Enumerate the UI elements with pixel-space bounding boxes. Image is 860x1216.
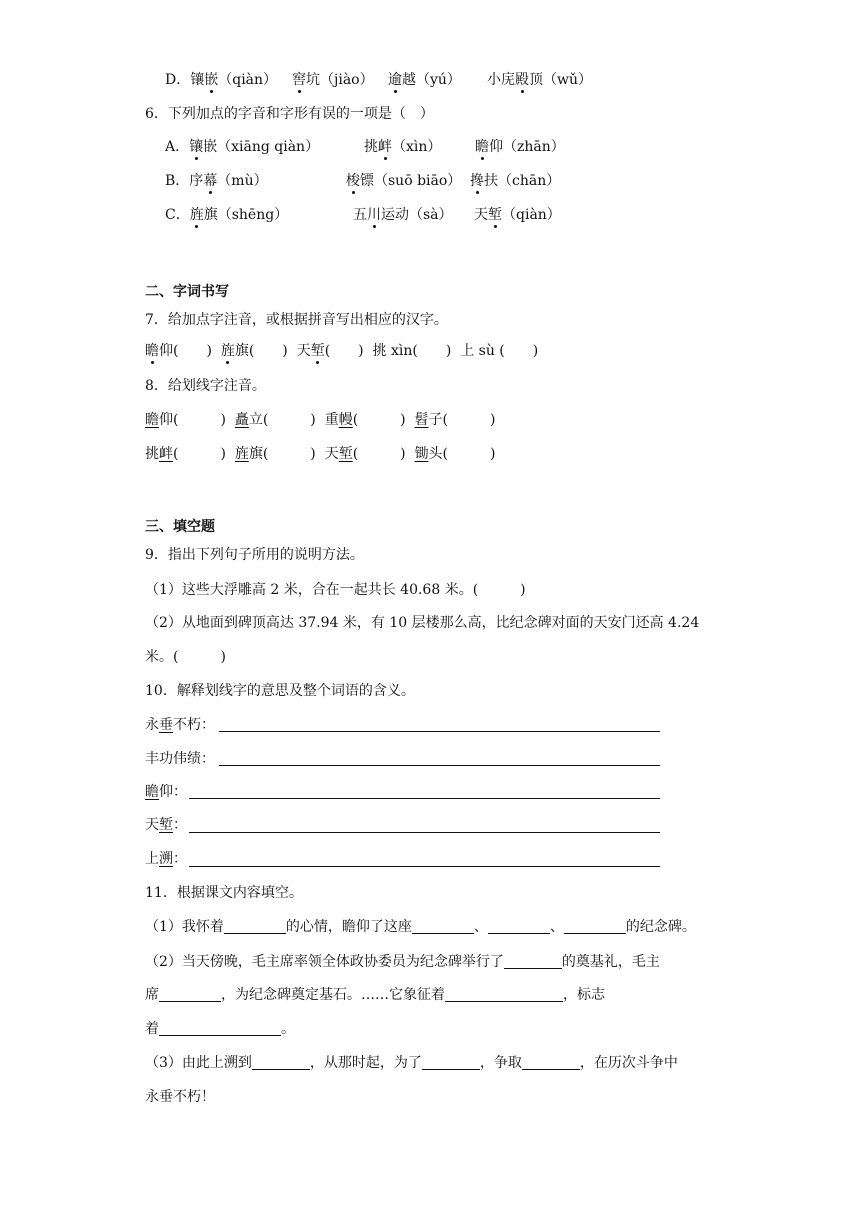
- q6-option-c-word3: 天堑（qiàn）: [474, 207, 561, 223]
- option-letter: C．: [165, 207, 190, 223]
- q8-stem: 8．给划线字注音。: [145, 378, 266, 394]
- q9-sentence-1: （1）这些大浮雕高 2 米，合在一起共长 40.68 米。( ): [145, 582, 526, 598]
- answer-line[interactable]: [189, 798, 660, 799]
- underlined-char: 锄: [414, 446, 429, 462]
- q6-option-a-word2: 挑衅（xìn）: [364, 139, 442, 155]
- q6-option-c: C．旌旗（shēng）: [165, 207, 289, 223]
- fill-blank[interactable]: [252, 1053, 310, 1070]
- underlined-char: 幔: [338, 412, 353, 428]
- dotted-char: 堑: [488, 207, 502, 223]
- underlined-char: 溯: [159, 851, 173, 867]
- underlined-char: 堑: [159, 817, 173, 833]
- q11-stem: 11．根据课文内容填空。: [145, 885, 303, 901]
- dotted-char: 窖: [292, 72, 306, 88]
- q10-stem: 10．解释划线字的意思及整个词语的含义。: [145, 683, 415, 699]
- fill-blank[interactable]: [488, 917, 550, 934]
- underlined-char: 旌: [234, 446, 249, 462]
- q6-option-c-word2: 五川运动（sà）: [353, 207, 453, 223]
- q5-option-d-word3: 逾越（yú）: [388, 72, 461, 88]
- q8-row-2: 挑衅( ) 旌旗( ) 天堑( ) 锄头( ): [145, 446, 496, 462]
- q7-stem: 7．给加点字注音，或根据拼音写出相应的汉字。: [145, 312, 448, 328]
- q10-term-3: 瞻仰：: [145, 784, 187, 800]
- fill-blank[interactable]: [412, 917, 474, 934]
- q5-option-d-word2: 窖坑（jiào）: [292, 72, 374, 88]
- section-heading: 二、字词书写: [145, 284, 229, 300]
- answer-line[interactable]: [219, 731, 660, 732]
- q6-option-a-word3: 瞻仰（zhān）: [475, 139, 565, 155]
- fill-blank[interactable]: [504, 952, 562, 969]
- dotted-char: 殿: [515, 72, 529, 88]
- answer-line[interactable]: [189, 832, 660, 833]
- underlined-char: 髫: [414, 412, 429, 428]
- q7-items: 瞻仰( ) 旌旗( ) 天堑( ) 挑 xìn( ) 上 sù ( ): [145, 343, 539, 359]
- fill-blank[interactable]: [159, 985, 221, 1002]
- q6-stem: 6．下列加点的字音和字形有误的一项是（ ）: [145, 106, 434, 122]
- q10-term-1: 永垂不朽：: [145, 717, 215, 733]
- fill-blank[interactable]: [224, 917, 286, 934]
- q11-part-2-cont: 席 ，为纪念碑奠定基石。……它象征着 ，标志: [145, 987, 605, 1003]
- fill-blank[interactable]: [445, 985, 563, 1002]
- underlined-char: 衅: [159, 446, 173, 462]
- dotted-char: 梭: [346, 173, 360, 189]
- q6-option-a: A．镶嵌（xiāng qiàn）: [165, 139, 320, 155]
- dotted-char: 旌: [189, 207, 204, 223]
- q6-option-b-word2: 梭镖（suō biāo）: [346, 173, 462, 189]
- fill-blank[interactable]: [422, 1053, 480, 1070]
- q6-option-b: B．序幕（mù）: [165, 173, 268, 189]
- option-letter: B．: [165, 173, 190, 189]
- dotted-char: 旌: [220, 343, 235, 359]
- q6-option-b-word3: 搀扶（chān）: [470, 173, 561, 189]
- answer-line[interactable]: [219, 765, 660, 766]
- q11-part-3: （3）由此上溯到 ，从那时起，为了 ，争取 ，在历次斗争中: [145, 1055, 678, 1071]
- q9-sentence-2-cont: 米。( ): [145, 649, 226, 665]
- q10-term-4: 天堑：: [145, 817, 187, 833]
- q11-part-2-end: 着 。: [145, 1021, 295, 1037]
- dotted-char: 瞻: [475, 139, 489, 155]
- fill-blank[interactable]: [522, 1053, 580, 1070]
- dotted-char: 幕: [203, 173, 218, 189]
- q5-option-d: D．镶嵌（qiàn）: [165, 72, 278, 88]
- q11-part-1: （1）我怀着 的心情，瞻仰了这座 、 、 的纪念碑。: [145, 919, 696, 935]
- section-heading: 三、填空题: [145, 519, 215, 535]
- dotted-char: 嵌: [204, 72, 219, 88]
- q11-part-3-end: 永垂不朽！: [145, 1089, 215, 1105]
- q5-option-d-word4: 小庑殿顶（wǔ）: [487, 72, 592, 88]
- q9-sentence-2: （2）从地面到碑顶高达 37.94 米，有 10 层楼那么高，比纪念碑对面的天安门还高 4.24: [145, 615, 700, 631]
- dotted-char: 衅: [378, 139, 392, 155]
- underlined-char: 堑: [338, 446, 353, 462]
- dotted-char: 逾: [388, 72, 402, 88]
- fill-blank[interactable]: [159, 1019, 281, 1036]
- q10-term-5: 上溯：: [145, 851, 187, 867]
- underlined-char: 矗: [234, 412, 249, 428]
- q10-term-2: 丰功伟绩：: [145, 751, 215, 767]
- q11-part-2: （2）当天傍晚，毛主席率领全体政协委员为纪念碑举行了 的奠基礼，毛主: [145, 954, 660, 970]
- fill-blank[interactable]: [564, 917, 626, 934]
- underlined-char: 垂: [159, 717, 173, 733]
- option-letter: A．: [165, 139, 190, 155]
- q9-stem: 9．指出下列句子所用的说明方法。: [145, 547, 364, 563]
- dotted-char: 堑: [310, 343, 325, 359]
- answer-line[interactable]: [189, 866, 660, 867]
- dotted-char: 瞻: [145, 343, 159, 359]
- underlined-char: 瞻: [145, 784, 159, 800]
- q8-row-1: 瞻仰( ) 矗立( ) 重幔( ) 髫子( ): [145, 412, 496, 428]
- dotted-char: 镶: [189, 139, 204, 155]
- underlined-char: 瞻: [145, 412, 159, 428]
- option-letter: D．: [165, 72, 191, 88]
- dotted-char: 搀: [470, 173, 484, 189]
- dotted-char: 川: [367, 207, 381, 223]
